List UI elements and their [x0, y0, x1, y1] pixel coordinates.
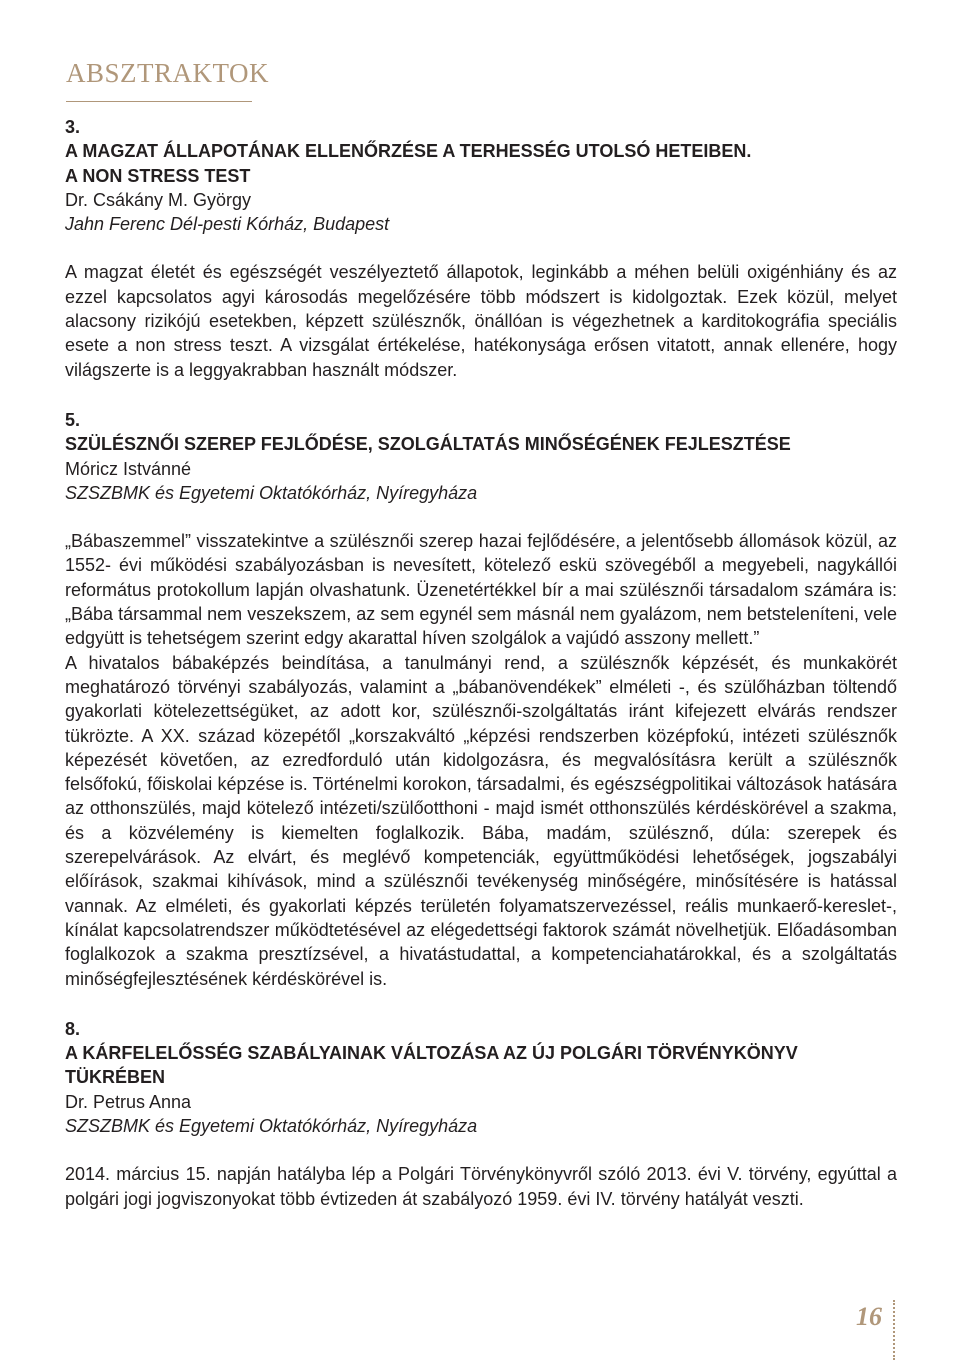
- section-title-line: SZÜLÉSZNŐI SZEREP FEJLŐDÉSE, SZOLGÁLTATÁS MINŐSÉGÉNEK FEJLESZTÉSE: [65, 434, 791, 455]
- author-name: Dr. Petrus Anna: [65, 1091, 192, 1112]
- section-number: 3.: [65, 117, 81, 137]
- header-underline: [66, 101, 252, 102]
- page-number: 16: [856, 1302, 882, 1331]
- section-number: 8.: [65, 1018, 81, 1039]
- running-header: ABSZTRAKTOK: [66, 58, 270, 88]
- abstract-paragraph: 2014. március 15. napján hatályba lép a Polgári Törvénykönyvről szóló 2013. évi V. törvény, egyúttal a polgári jogi jogviszonyokat több évtizeden át szabályozó 1959. évi IV. törvény hatályát veszti.: [65, 1164, 897, 1209]
- abstract-paragraph: A magzat életét és egészségét veszélyeztető állapotok, leginkább a méhen belüli oxigénhiány és az ezzel kapcsolatos agyi károsodás megelőzésére több módszert is kidolgoztak. Ezek közül, melyet alacsony rizikójú esetekben, képzett szülésznők, önállóan is végezhetnek a karditokográfia speciális esete a non stress teszt. A vizsgálat értékelése, hatékonysága erősen vitatott, annak ellenére, hogy világszerte is a leggyakrabban használt módszer.: [65, 262, 897, 380]
- author-affiliation: Jahn Ferenc Dél-pesti Kórház, Budapest: [65, 214, 390, 235]
- section-title-line: TÜKRÉBEN: [65, 1067, 166, 1088]
- section-title-line: A MAGZAT ÁLLAPOTÁNAK ELLENŐRZÉSE A TERHESSÉG UTOLSÓ HETEIBEN.: [65, 141, 752, 162]
- author-affiliation: SZSZBMK és Egyetemi Oktatókórház, Nyíregyháza: [65, 482, 478, 503]
- abstract-paragraph: „Bábaszemmel” visszatekintve a szülésznői szerep hazai fejlődésére, a jelentősebb állomások közül, az 1552- évi működési szabályozásban is nevesített, kötelező eskü szövegéből a megyebeli, nagykállói református protokollum lapján olvashatunk. Üzenetértékkel bír a mai szülésznői társadalom számára is: „Bába társammal nem veszekszem, az sem egynél sem másnál nem gyalázom, nem betsteleníteni, vele edgyütt is tehetségem szerint edgy akarattal híven szolgálok a vajúdó asszony mellett.”: [65, 531, 897, 649]
- abstract-paragraph: A hivatalos bábaképzés beindítása, a tanulmányi rend, a szülésznők képzését, és munkakörét meghatározó törvényi szabályozás, valamint a „bábanövendékek” elméleti -, és szülőházban töltendő gyakorlati kötelezettségüket, az adott kor, szülésznői-szolgáltatás iránt kifejezett elvárás rendszer tükrözte. A XX. század közepétől „korszakváltó „képzési rendszerben középfokú, intézeti szülésznők képezését követően, az ezredforduló után kidolgozásra, és megvalósításra került a szülésznők felsőfokú, főiskolai képzése is. Történelmi korokon, társadalmi, és egészségpolitikai változások hatására az otthonszülés, majd kötelező intézeti/szülőotthoni - majd ismét otthonszülés kérdéskörével a szakma, és a közvélemény is kiemelten foglalkozik. Bába, madám, szülésznő, dúla: szerepek és szerepelvárások. Az elvárt, és meglévő kompetenciák, együttműködési lehetőségek, jogszabályi előírások, szakmai kihívások, mind a szülésznői tevékenység minőségére, minősítésére is hatással vannak. Az elméleti, és gyakorlati képzés területén folyamatszervezéssel, reális munkaerő-kereslet-, kínálat kapcsolatrendszer működtetésével az elégedettségi faktorok számát növelhetjük. Előadásomban foglalkozok a szakma presztízsével, a hivatástudattal, a kompetenciahatárokkal, és a szolgáltatás minőségfejlesztésének kérdéskörével is.: [65, 652, 897, 989]
- abstract-section: [65, 408, 897, 991]
- abstract-section: [65, 1017, 897, 1211]
- section-number: 5.: [65, 409, 81, 430]
- author-name: Dr. Csákány M. György: [65, 189, 252, 210]
- section-title-line: A NON STRESS TEST: [65, 165, 251, 186]
- section-title-line: A KÁRFELELŐSSÉG SZABÁLYAINAK VÁLTOZÁSA AZ ÚJ POLGÁRI TÖRVÉNYKÖNYV: [65, 1043, 798, 1064]
- page-number-rule: [893, 1300, 895, 1360]
- abstracts-content: [65, 115, 897, 1211]
- author-affiliation: SZSZBMK és Egyetemi Oktatókórház, Nyíregyháza: [65, 1115, 478, 1136]
- author-name: Móricz Istvánné: [65, 458, 192, 479]
- abstract-section: [65, 115, 897, 382]
